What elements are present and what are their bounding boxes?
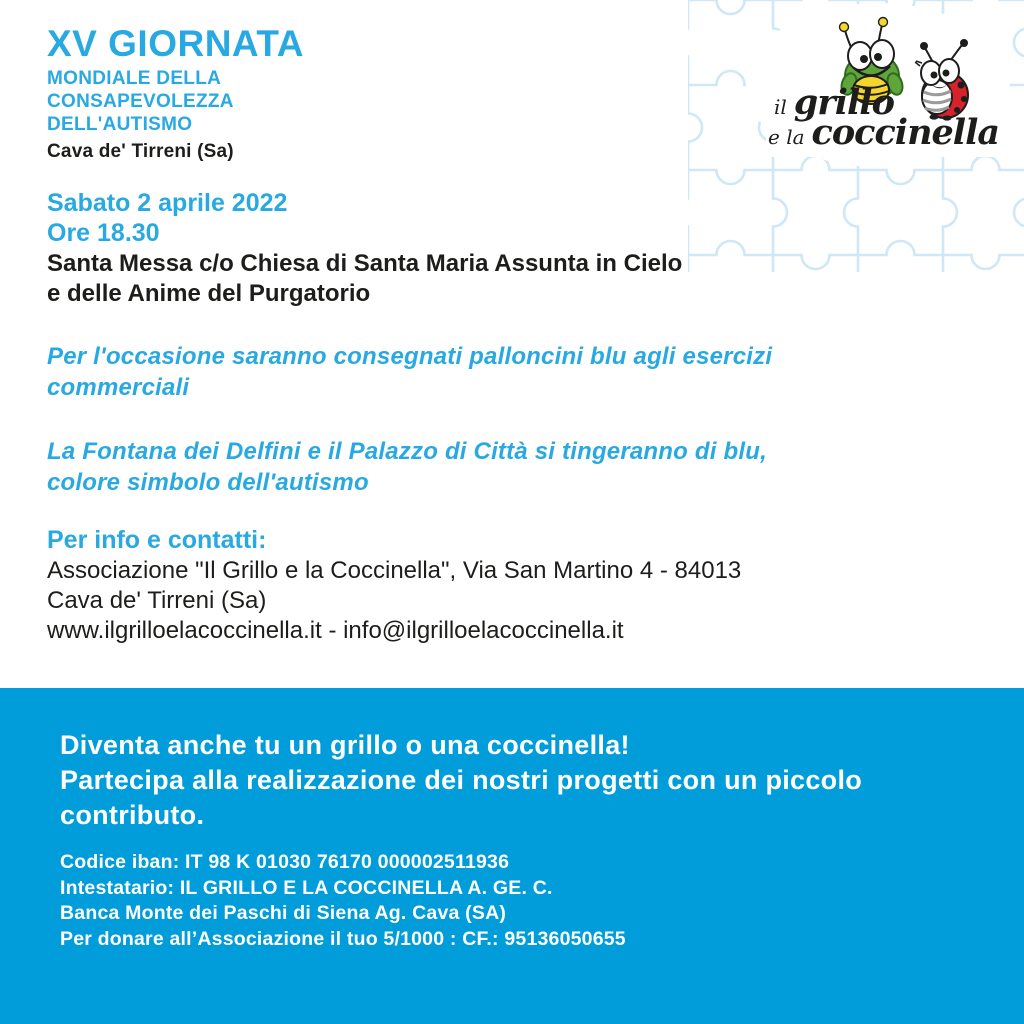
logo-wordmark-line2: [768, 112, 999, 153]
note-fountain: La Fontana dei Delfini e il Palazzo di Città si tingeranno di blu, colore simbolo dell'autismo: [47, 438, 767, 496]
logo-word-ela: e la: [768, 125, 805, 149]
donation-banner: [0, 688, 1024, 1024]
contacts-heading: Per info e contatti:: [47, 526, 267, 554]
event-date: Sabato 2 aprile 2022: [47, 189, 288, 217]
logo-word-il: il: [774, 95, 787, 119]
event-title-line: Santa Messa c/o Chiesa di Santa Maria Assunta in Cielo: [47, 250, 683, 277]
banner-account-holder: Intestatario: IL GRILLO E LA COCCINELLA A. GE. C.: [60, 876, 553, 899]
subtitle-line: DELL'AUTISMO: [47, 114, 193, 135]
page-title: XV GIORNATA: [47, 23, 304, 64]
subtitle-line: CONSAPEVOLEZZA: [47, 91, 234, 112]
contacts-address-line2: Cava de' Tirreni (Sa): [47, 587, 267, 614]
contacts-block: [47, 524, 741, 646]
banner-bank: Banca Monte dei Paschi di Siena Ag. Cava (SA): [60, 902, 507, 924]
subtitle-line: MONDIALE DELLA: [47, 68, 222, 89]
header: [47, 24, 304, 163]
banner-donation-cf: Per donare all’Associazione il tuo 5/1000 : CF.: 95136050655: [60, 927, 626, 950]
banner-details: [60, 850, 626, 952]
event-time: Ore 18.30: [47, 219, 160, 247]
contacts-address-line1: Associazione "Il Grillo e la Coccinella", Via San Martino 4 - 84013: [47, 557, 742, 584]
logo-word-grillo: grillo: [793, 82, 894, 123]
logo-word-coccinella: coccinella: [811, 112, 1000, 153]
event-location: Cava de' Tirreni (Sa): [47, 141, 234, 162]
banner-iban: Codice iban: IT 98 K 01030 76170 000002511936: [60, 851, 510, 873]
banner-headline: Diventa anche tu un grillo o una coccinella! Partecipa alla realizzazione dei nostri progetti con un piccolo contributo.: [60, 730, 863, 830]
contacts-web-email: www.ilgrilloelacoccinella.it - info@ilgrilloelacoccinella.it: [47, 617, 624, 644]
note-balloons: Per l'occasione saranno consegnati palloncini blu agli esercizi commerciali: [47, 343, 773, 401]
event-block: [47, 188, 682, 309]
event-title-line: e delle Anime del Purgatorio: [47, 280, 371, 307]
